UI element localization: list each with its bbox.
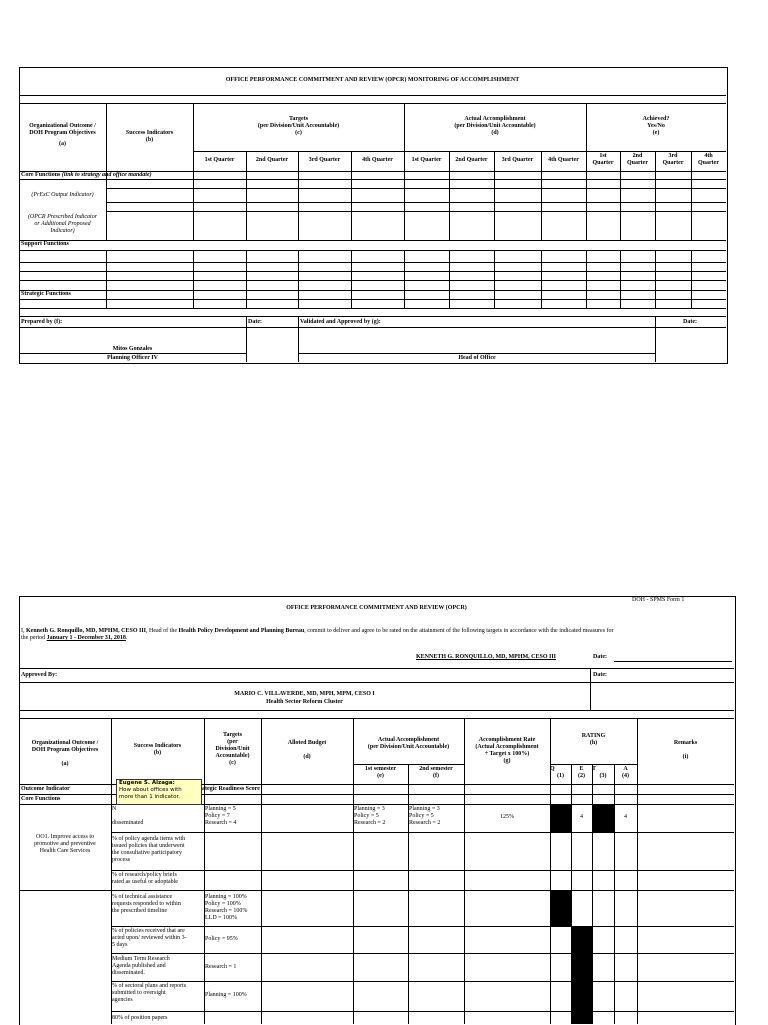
opcr-header-rate: Accomplishment Rate (Actual Accomplishment ÷ Target x 100%) (g) [475, 737, 539, 764]
row6-success-indicator: Medium Term Research Agenda published and disseminated. [112, 956, 170, 976]
header-targets: Targets (per Division/Unit Accountable) (c) [257, 116, 340, 136]
actual-q1: 1st Quarter [411, 157, 442, 163]
achieved-q2: 2nd Quarter [627, 153, 648, 166]
header-achieved: Achieved? Yes/No (e) [642, 116, 670, 136]
opcr-header-remarks: Remarks (i) [673, 740, 698, 760]
row5-targets: Policy = 95% [205, 936, 238, 942]
row1-sem2: Planning = 3 Policy = 5 Research = 2 [409, 806, 441, 826]
rating-e: E (2) [578, 766, 585, 779]
opcr-header-actual: Actual Accomplishment (per Division/Unit Accountable) [367, 737, 450, 750]
target-q1: 1st Quarter [204, 157, 235, 163]
actual-q4: 4th Quarter [548, 157, 579, 163]
row4-success-indicator: % of technical assistance requests responded to within the prescribed timeline [112, 894, 181, 914]
rating-q: Q (1) [550, 766, 564, 779]
actual-q3: 3rd Quarter [501, 157, 534, 163]
approver-title: Health Sector Reform Cluster [266, 699, 343, 705]
head-of-office: Head of Office [458, 355, 496, 361]
validated-date-label: Date: [683, 319, 697, 325]
target-q4: 4th Quarter [362, 157, 393, 163]
opcr-header-success-indicators: Success Indicators (b) [133, 743, 182, 756]
opcr-header-sem1: 1st semester (e) [364, 766, 397, 779]
commitment-statement: I, Kenneth G. Ronquillo, MD, MPHM, CESO III, Head of the Health Policy Development and Planning Bureau, commit to deliver and agree to be rated on the attainment of the following targets in accordance with the indicated measures for [21, 628, 614, 634]
header-success-indicators: Success Indicators (b) [125, 130, 174, 143]
prepared-date-label: Date: [248, 319, 262, 325]
opcr-header-budget: Alloted Budget (d) [287, 740, 327, 760]
target-q3: 3rd Quarter [308, 157, 341, 163]
row1-rating-e: 4 [580, 814, 583, 820]
row2-success-indicator: % of policy agenda items with issued policies that underwent the consultative participatory process [112, 836, 186, 863]
row1-success-indicator: N disseminated [112, 806, 144, 826]
rating-t: T (3) [592, 766, 607, 779]
preparer-name: Mitos Gonzales [112, 346, 153, 352]
opcr-header-sem2: 2nd semester (f) [419, 766, 453, 779]
row4-q-shade [551, 891, 571, 926]
row7-targets: Planning = 100% [205, 992, 247, 998]
row5-e-shade [572, 927, 592, 1024]
row1-t-shade [593, 805, 614, 832]
opcr-header-targets: Targets (per Division/Unit Accountable) (c) [215, 732, 250, 766]
validated-by-label: Validated and Approved by (g): [300, 319, 381, 325]
approved-date-label: Date: [593, 672, 607, 678]
core-functions-label: Core Functions (link to strategy and office mandate) [21, 172, 152, 178]
oo1-outcome: OO1. Improve access to promotive and preventive Health Care Services [34, 834, 96, 854]
approved-by-label: Approved By: [21, 672, 58, 678]
row1-sem1: Planning = 3 Policy = 5 Research = 2 [354, 806, 386, 826]
row1-q-shade [551, 805, 571, 832]
achieved-q3: 3rd Quarter [662, 153, 684, 166]
row5-success-indicator: % of policies received that are acted upon/ reviewed within 3- 5 days [112, 928, 187, 948]
achieved-q1: 1st Quarter [592, 153, 614, 166]
opcr-header-rating: RATING (h) [581, 733, 606, 746]
row1-rate: 125% [500, 814, 514, 820]
row4-targets: Planning = 100% Policy = 100% Research = 100% LLD = 100% [205, 894, 248, 921]
approver-name: MARIO C. VILLAVERDE, MD, MPH, MPM, CESO I [234, 691, 375, 697]
monitoring-form-title: OFFICE PERFORMANCE COMMITMENT AND REVIEW (OPCR) MONITORING OF ACCOMPLISHMENT [225, 77, 520, 83]
core-functions-label-2: Core Functions [21, 796, 61, 802]
header-actual-accomplishment: Actual Accomplishment (per Division/Unit Accountable) (d) [454, 116, 536, 136]
support-functions-label: Support Functions [21, 241, 69, 247]
form-code: DOH - SPMS Form 1 [632, 597, 685, 603]
commitment-period: the period January 1 - December 31, 2018. [21, 635, 128, 641]
outcome-indicator-label: Outcome Indicator [21, 786, 70, 792]
row7-success-indicator: % of sectoral plans and reports submitted to oversight agencies [112, 983, 187, 1003]
signatory-name: KENNETH G. RONQUILLO, MD, MPHM, CESO III [416, 654, 557, 660]
signatory-date-label: Date: [593, 654, 607, 660]
row1-targets: Planning = 5 Policy = 7 Research = 4 [205, 806, 237, 826]
preparer-title: Planning Officer IV [107, 355, 158, 361]
prepared-by-label: Prepared by (f): [21, 319, 63, 325]
actual-q2: 2nd Quarter [455, 157, 488, 163]
row6-targets: Research = 1 [205, 964, 237, 970]
achieved-q4: 4th Quarter [698, 153, 719, 166]
target-q2: 2nd Quarter [255, 157, 289, 163]
opcr-prescribed-indicator: (OPCR Prescribed Indicator or Additional Proposed Indicator) [27, 214, 98, 234]
row3-success-indicator: % of research/policy briefs rated as useful or adoptable [112, 872, 178, 885]
opcr-header-org-outcome: Organizational Outcome / DOH Program Objectives (a) [31, 740, 99, 767]
prexc-indicator: (PrExC Output Indicator) [31, 192, 94, 198]
comment-tooltip[interactable]: Eugene S. Alzaga: How about offices with more than 1 indicator. [116, 779, 202, 805]
opcr-title: OFFICE PERFORMANCE COMMITMENT AND REVIEW (OPCR) [286, 605, 467, 611]
row8-success-indicator: 80% of position papers [112, 1015, 168, 1021]
strategic-readiness-label: ategic Readiness Score [202, 786, 260, 792]
strategic-functions-label: Strategic Functions [21, 291, 71, 297]
header-org-outcome: Organizational Outcome / DOH Program Objectives (a) [29, 123, 96, 147]
rating-a: A (4) [622, 766, 629, 779]
row1-rating-a: 4 [624, 814, 627, 820]
